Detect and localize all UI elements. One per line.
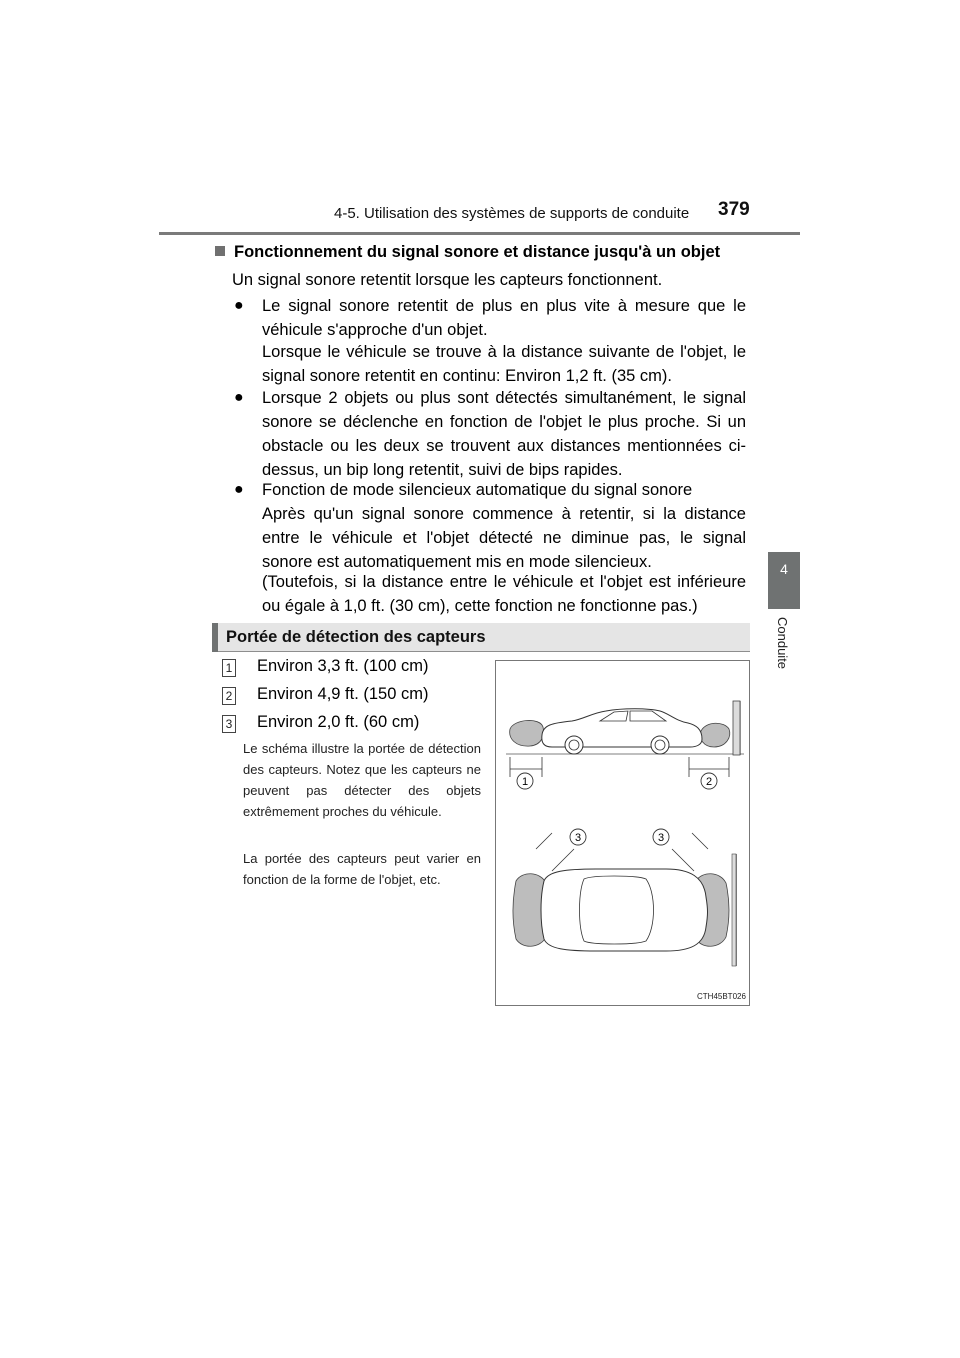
car-top-icon — [541, 869, 708, 951]
label-3: 3 — [574, 832, 582, 844]
item-number-1: 1 — [222, 659, 236, 677]
wall-icon — [733, 701, 740, 755]
sensor-range-figure — [495, 660, 750, 1006]
item-number-2: 2 — [222, 687, 236, 705]
note-1: Le schéma illustre la portée de détection des capteurs. Notez que les capteurs ne peuvent pas détecter des objets extrêmement proches du véhicule. — [243, 741, 481, 819]
chapter-label: Conduite — [775, 617, 790, 670]
bullet-1-extra: Lorsque le véhicule se trouve à la distance suivante de l'objet, le signal sonore retentit en continu: Environ 1,2 ft. (35 cm). — [262, 343, 746, 385]
bullet-3-extra2: (Toutefois, si la distance entre le véhicule et l'objet est inférieure ou égale à 1,0 ft. (30 cm), cette fonction ne fonctionne pas.) — [262, 573, 746, 615]
chapter-number: 4 — [780, 561, 788, 577]
square-bullet-icon — [215, 246, 225, 256]
range-section-title: Portée de détection des capteurs — [226, 628, 486, 646]
running-header: 4-5. Utilisation des systèmes de supports de conduite — [334, 205, 690, 222]
bullet-dot-icon: ● — [234, 481, 244, 498]
figure-code: CTH45BT026 — [697, 992, 746, 1001]
page-number: 379 — [718, 199, 750, 220]
range-section-accent — [212, 623, 218, 652]
buzzer-section-title-text: Fonctionnement du signal sonore et distance jusqu'à un objet — [234, 243, 721, 261]
item-text-2: Environ 4,9 ft. (150 cm) — [257, 685, 429, 703]
wheel-icon — [651, 736, 669, 754]
item-text-1: Environ 3,3 ft. (100 cm) — [257, 657, 429, 675]
label-3: 3 — [657, 832, 665, 844]
label-1: 1 — [521, 776, 529, 788]
bullet-dot-icon: ● — [234, 389, 244, 406]
item-number-3: 3 — [222, 715, 236, 733]
label-2: 2 — [705, 776, 713, 788]
header-rule — [159, 232, 800, 235]
rear-detection-zone — [510, 720, 544, 746]
bullet-2-text: Lorsque 2 objets ou plus sont détectés simultanément, le signal sonore se déclenche en fonction de l'objet le plus proche. Si un obstacle ou les deux se trouvent aux distances mentionnées ci-dessus, un bip long retentit, suivi de bips rapides. — [262, 389, 746, 479]
wheel-icon — [565, 736, 583, 754]
item-text-3: Environ 2,0 ft. (60 cm) — [257, 713, 420, 731]
bullet-1-text: Le signal sonore retentit de plus en plus vite à mesure que le véhicule s'approche d'un objet. — [262, 297, 746, 339]
buzzer-intro: Un signal sonore retentit lorsque les capteurs fonctionnent. — [232, 271, 663, 289]
bullet-3-extra: Après qu'un signal sonore commence à retentir, si la distance entre le véhicule et l'objet détecté ne diminue pas, le signal sonore est automatiquement mis en mode silencieux. — [262, 505, 746, 571]
sensor-range-diagram — [496, 661, 749, 1005]
bullet-3-text: Fonction de mode silencieux automatique du signal sonore — [262, 481, 693, 499]
front-detection-zone — [700, 723, 730, 747]
buzzer-section-title — [215, 243, 720, 262]
note-2: La portée des capteurs peut varier en fonction de la forme de l'objet, etc. — [243, 851, 481, 887]
bullet-dot-icon: ● — [234, 297, 244, 314]
